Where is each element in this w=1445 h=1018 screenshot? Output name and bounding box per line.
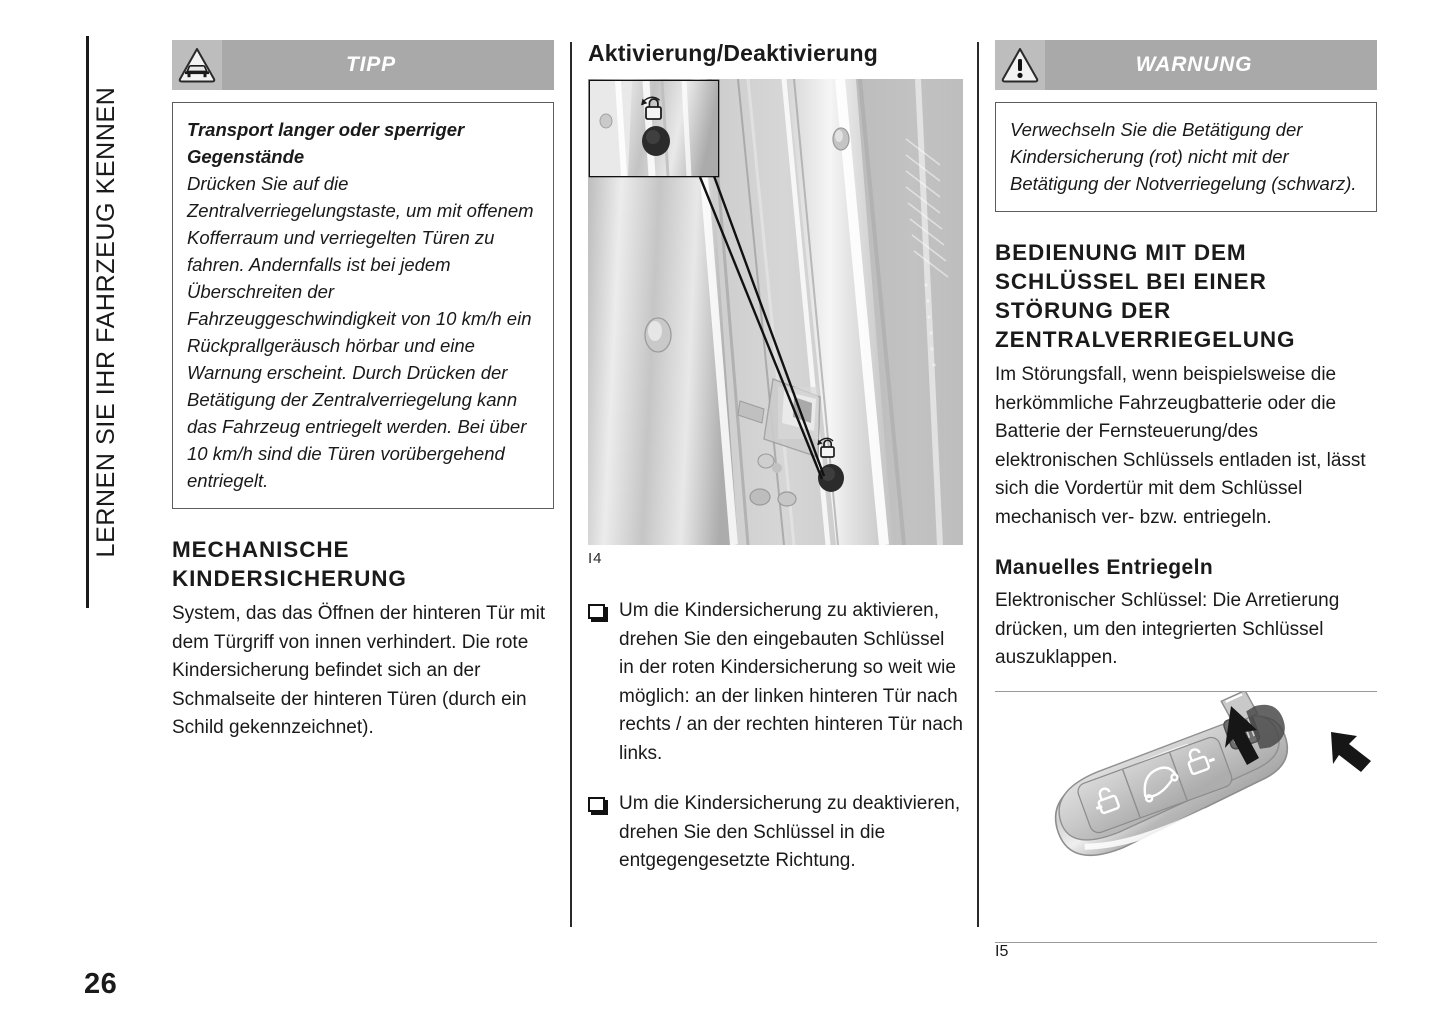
warning-callout-body xyxy=(995,102,1377,212)
section-body-kindersicherung: System, das das Öffnen der hinteren Tür mit dem Türgriff von innen verhindert. Die rote Kindersicherung befindet sich an der Schmalseite der hinteren Türen (durch ein Schild gekennzeichnet). xyxy=(172,603,546,738)
warning-triangle-icon xyxy=(995,40,1045,90)
tip-callout xyxy=(172,40,554,509)
tip-callout-header xyxy=(172,40,554,90)
list-item-text: Um die Kindersicherung zu aktivieren, drehen Sie den eingebauten Schlüssel in der roten Kindersicherung so weit wie möglich: an der linken hinteren Tür nach rechts / an der rechten hinteren Tür nach links. xyxy=(619,600,963,764)
square-bullet-icon xyxy=(588,797,605,812)
subsection-body-manuelles-entriegeln: Elektronischer Schlüssel: Die Arretierung drücken, um den integrierten Schlüssel auszuklappen. xyxy=(995,590,1340,668)
warning-callout-title: WARNUNG xyxy=(1135,53,1253,76)
bullet-list-aktivierung xyxy=(588,597,963,876)
warning-callout-header xyxy=(995,40,1377,90)
warning-callout xyxy=(995,40,1377,212)
figure-door-pillar xyxy=(588,79,963,567)
figure-electronic-key xyxy=(995,692,1377,924)
section-title-bedienung: BEDIENUNG MIT DEM SCHLÜSSEL BEI EINER STÖRUNG DER ZENTRALVERRIEGELUNG xyxy=(995,240,1296,352)
page-number: 26 xyxy=(84,968,118,1000)
section-title-kindersicherung: MECHANISCHE KINDERSICHERUNG xyxy=(172,537,407,591)
door-pillar-illustration xyxy=(588,79,963,545)
list-item-text: Um die Kindersicherung zu deaktivieren, drehen Sie den Schlüssel in die entgegengesetzte Richtung. xyxy=(619,793,961,871)
column-right xyxy=(995,40,1377,961)
square-bullet-icon xyxy=(588,604,605,619)
tip-callout-body xyxy=(172,102,554,509)
chapter-tab xyxy=(86,36,130,608)
list-item xyxy=(588,790,963,876)
column-left xyxy=(172,40,554,743)
arrow-out-icon xyxy=(1331,732,1371,772)
chapter-tab-label: LERNEN SIE IHR FAHRZEUG KENNEN xyxy=(92,86,120,558)
electronic-key-illustration xyxy=(995,692,1377,924)
figure-caption-i4: I4 xyxy=(588,550,603,567)
figure-inset-detail xyxy=(590,81,718,176)
subsection-title-manuelles-entriegeln: Manuelles Entriegeln xyxy=(995,556,1214,579)
list-item xyxy=(588,597,963,768)
figure-caption-i5: I5 xyxy=(995,942,1009,960)
tip-callout-lead: Transport langer oder sperriger Gegenstände xyxy=(187,119,465,167)
section-body-bedienung: Im Störungsfall, wenn beispielsweise die herkömmliche Fahrzeugbatterie oder die Batterie der Fernsteuerung/des elektronischen Schlüssels entladen ist, lässt sich die Vordertür mit dem Schlüssel mechanisch ver- bzw. entriegeln. xyxy=(995,364,1366,528)
tip-callout-title: TIPP xyxy=(346,53,396,76)
car-in-triangle-icon xyxy=(172,40,222,90)
warning-callout-text: Verwechseln Sie die Betätigung der Kindersicherung (rot) nicht mit der Betätigung der Notverriegelung (schwarz). xyxy=(1010,119,1357,194)
column-divider-left xyxy=(570,42,572,927)
tip-callout-text: Drücken Sie auf die Zentralverriegelungstaste, um mit offenem Kofferraum und verriegelten Türen zu fahren. Andernfalls ist bei jedem Überschreiten der Fahrzeuggeschwindigkeit von 10 km/h ein Rückprallgeräusch hörbar und eine Warnung erscheint. Durch Drücken der Betätigung der Zentralverriegelung kann das Fahrzeug entriegelt werden. Bei über 10 km/h sind die Türen vorübergehend entriegelt. xyxy=(187,173,534,491)
column-divider-right xyxy=(977,42,979,927)
page-title-aktivierung: Aktivierung/Deaktivierung xyxy=(588,40,879,66)
column-middle xyxy=(588,40,963,898)
